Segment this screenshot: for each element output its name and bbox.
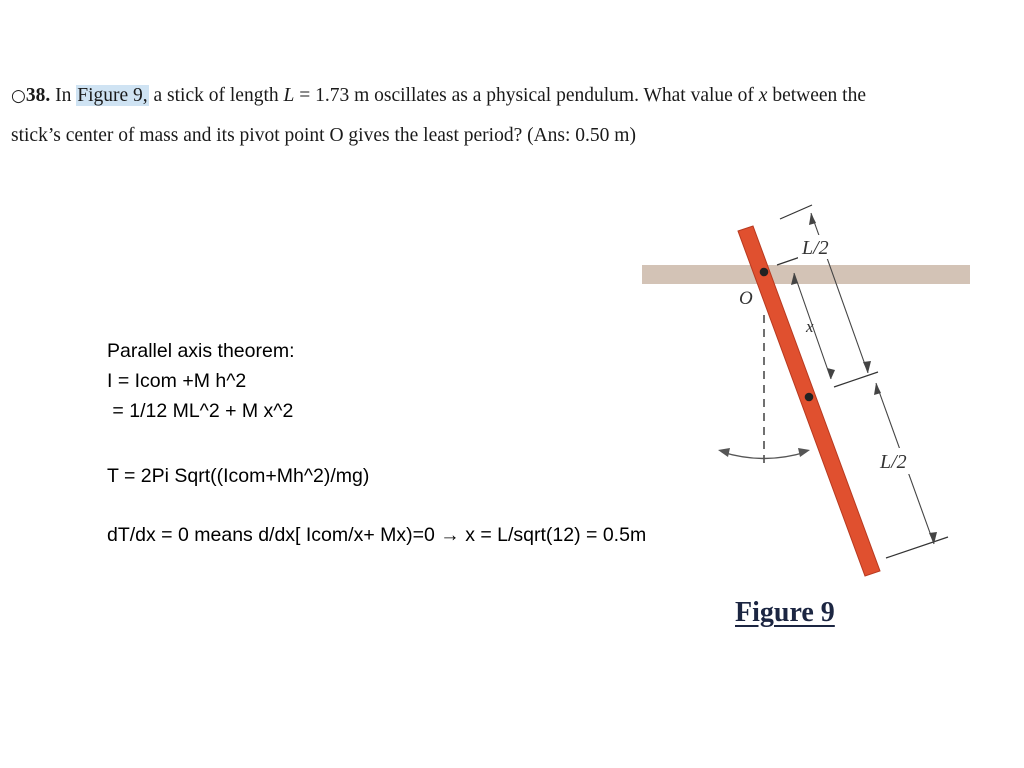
arrow-right-icon: → bbox=[440, 524, 460, 546]
solution-inertia: I = Icom +M h^2 bbox=[107, 370, 247, 392]
solution-derivative-text: dT/dx = 0 means d/dx[ Icom/x+ Mx)=0 bbox=[107, 524, 435, 546]
problem-line-2: stick’s center of mass and its pivot point O gives the least period? (Ans: 0.50 m) bbox=[11, 125, 636, 146]
center-of-mass-point bbox=[805, 393, 814, 402]
variable-L: L bbox=[283, 85, 295, 106]
problem-text-a: a stick of length bbox=[153, 85, 279, 106]
label-x: x bbox=[806, 317, 814, 336]
highlighted-figure-reference: Figure 9, bbox=[77, 85, 148, 106]
label-pivot-o: O bbox=[739, 288, 753, 309]
swing-arrow-left-icon bbox=[718, 448, 730, 457]
pendulum-figure bbox=[630, 195, 990, 645]
variable-x: x bbox=[758, 85, 768, 106]
solution-inertia-expanded: = 1/12 ML^2 + M x^2 bbox=[107, 400, 294, 422]
dimension-x-arrow-end-icon bbox=[827, 368, 835, 379]
dimension-top-arrow-start-icon bbox=[809, 213, 816, 225]
dimension-extension-top bbox=[780, 205, 812, 219]
problem-number: ○38. bbox=[11, 85, 51, 106]
problem-text-b: = 1.73 m oscillates as a physical pendulum. What value of bbox=[299, 85, 754, 106]
dimension-extension-bottom bbox=[886, 537, 948, 558]
label-bottom-half: L/2 bbox=[880, 451, 907, 473]
label-top-half: L/2 bbox=[802, 237, 829, 259]
problem-text-c: between the bbox=[772, 85, 866, 106]
problem-line-1 bbox=[11, 76, 1011, 116]
dimension-extension-com bbox=[834, 372, 878, 387]
solution-period: T = 2Pi Sqrt((Icom+Mh^2)/mg) bbox=[107, 465, 370, 487]
ceiling-support bbox=[642, 265, 970, 284]
swing-arrow-right-icon bbox=[798, 448, 810, 457]
problem-bullet-icon: ○ bbox=[11, 86, 26, 106]
problem-text-intro: In bbox=[55, 85, 72, 106]
pivot-point bbox=[760, 268, 769, 277]
dimension-bottom-arrow-start-icon bbox=[874, 383, 881, 395]
solution-heading: Parallel axis theorem: bbox=[107, 340, 295, 362]
solution-result: x = L/sqrt(12) = 0.5m bbox=[465, 524, 647, 546]
figure-caption: Figure 9 bbox=[735, 597, 835, 628]
problem-statement bbox=[11, 76, 1011, 156]
